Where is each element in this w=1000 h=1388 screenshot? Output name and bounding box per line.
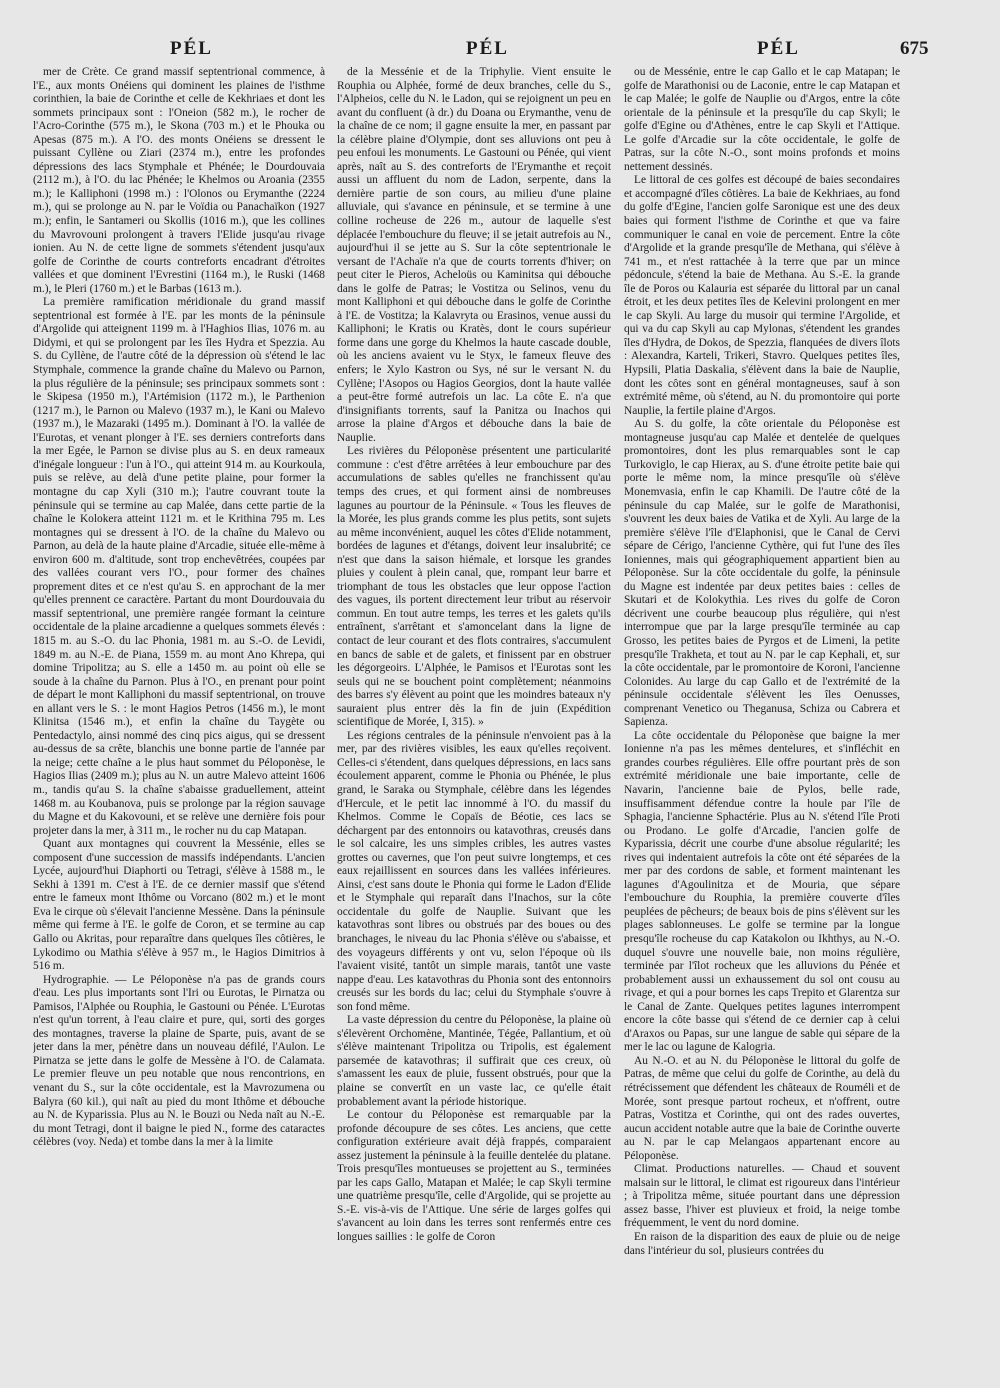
paragraph: La côte occidentale du Péloponèse que baigne la mer Ionienne n'a pas les mêmes dentelures, et s'infléchit en grandes courbes régulières. Elle offre pourtant près de son extrémité méridionale une baie importante, celle de Navarin, l'ancienne baie de Pylos, belle rade, insuffisamment défendue contre la houle par l'île de Sphagia, l'ancienne Sphactérie. Plus au N. s'étend l'île Proti ou Prodano. Le golfe d'Arcadie, l'ancien golfe de Kyparissia, décrit une courbe d'une absolue régularité; les rives qui indentaient autrefois la côte ont été séparées de la mer par des cordons de sable, et forment maintenant les lagunes d'Agoulinitza et de Mouria, que sépare l'embouchure du Rouphia, la première couverte d'îles peuplées de pêcheurs; de beaux bois de pins s'élèvent sur les plages sablonneuses. Le golfe se termine par la longue presqu'île rocheuse du cap Katakolon ou Ikhthys, au N.-O. duquel s'ouvre une nouvelle baie, non moins régulière, terminée par l'îlot rocheux que les alluvions du Pénée et probablement aussi un exhaussement du sol ont cousu au rivage, et qui a pour bornes les caps Trepito et Glarentza sur le Canal de Zante. Quelques petites lagunes interrompent encore la côte basse qui s'étend de ce dernier cap à celui d'Araxos ou Papas, sur une langue de sable qui sépare de la mer le lac ou lagune de Kalogria.: [624, 729, 900, 1054]
paragraph: Le contour du Péloponèse est remarquable par la profonde découpure de ses côtes. Les anciens, que cette configuration extérieure avait déjà frappés, comparaient assez justement la péninsule à la feuille dentelée du platane. Trois presqu'îles montueuses se projettent au S., terminées par les caps Gallo, Matapan et Malée; le cap Skyli termine une quatrième presqu'île, celle d'Argolide, qui se projette au S.-E. vis-à-vis de l'Attique. Une série de larges golfes qui s'avancent au loin dans les terres sont renfermés entre ces longues saillies : le golfe de Coron: [337, 1109, 611, 1244]
paragraph: Climat. Productions naturelles. — Chaud et souvent malsain sur le littoral, le climat est rigoureux dans l'intérieur ; à Tripolitza même, située pourtant dans une dépression assez basse, l'hiver est pluvieux et froid, la neige tombe fréquemment, le vent du nord domine.: [624, 1163, 900, 1230]
paragraph: En raison de la disparition des eaux de pluie ou de neige dans l'intérieur du sol, plusieurs contrées du: [624, 1231, 900, 1257]
paragraph: de la Messénie et de la Triphylie. Vient ensuite le Rouphia ou Alphée, formé de deux branches, celle du S., l'Alpheios, celle du N. le Ladon, qui se rejoignent un peu en avant du confluent (à dr.) du Doana ou Erymanthe, venu de la chaîne de ce nom; il gagne ensuite la mer, en passant par la célèbre plaine d'Olympie, dont ses alluvions ont peu à peu enfoui les monuments. Le Gastouni ou Pénée, qui vient après, naît au S. des contreforts de l'Erymanthe et reçoit aussi un affluent du nom de Ladon, serpente, dans la dernière partie de son cours, au milieu d'une plaine alluviale, qui s'avance en péninsule, et se termine à une colline rocheuse de 226 m., autour de laquelle s'est déplacée l'embouchure du fleuve; il se jetait autrefois au N., aujourd'hui il se jette au S. Sur la côte septentrionale le versant de l'Achaïe n'a que de courts torrents d'hiver; on peut citer le Pieros, Acheloüs ou Kaminitsa qui débouche dans le golfe de Patras; le Vostitza ou Selinos, venu du mont Kalliphoni et qui débouche dans le golfe de Corinthe à l'E. de Vostitza; la Kalavryta ou Erasinos, venue aussi du Kalliphoni; le Kratis ou Kratès, dont le cours supérieur forme dans une gorge du Khelmos la haute cascade double, où les anciens avaient vu le Styx, le fameux fleuve des enfers; le Xylo Kastron ou Sys, né sur le versant N. du Cyllène; l'Asopos ou Hagios Georgios, dont la haute vallée a peut-être formé autrefois un lac. La côte E. n'a que d'insignifiants torrents, sauf la Panitza ou Inachos qui arrose la plaine d'Argos et débouche dans la baie de Nauplie.: [337, 66, 611, 444]
running-head-center: PÉL: [466, 38, 509, 59]
paragraph: Le littoral de ces golfes est découpé de baies secondaires et accompagné d'îles côtières. La baie de Kekhriaes, au fond du golfe d'Egine, l'ancien golfe Saronique est une des deux baies qui forment l'isthme de Corinthe et que va faire communiquer le canal en voie de percement. Entre la côte d'Argolide et la grande presqu'île de Methana, qui s'élève à 741 m., et n'est rattachée à la terre que par un mince pédoncule, s'étend la baie de Methana. Au S.-E. la grande île de Poros ou Kalauria est séparée du littoral par un canal étroit, et les deux petites îles de Kelevini prolongent en mer le cap Skyli. Au large du musoir qui termine l'Argolide, et qui va du cap Skyli au cap Mylonas, s'étendent les grandes îles d'Hydra, de Dokos, de Spezzia, flanquées de divers îlots : Alexandra, Karteli, Trikeri, Stavro. Quelques petites îles, Hypsili, Platia Daskalia, s'élèvent dans la baie de Nauplie, dont les côtes sont en général montagneuses, sauf à son extrémité même, où s'étend, au N. du promontoire qui porte Nauplie, la fertile plaine d'Argos.: [624, 174, 900, 417]
text-column-3: [624, 66, 900, 1376]
paragraph: Quant aux montagnes qui couvrent la Messénie, elles se composent d'une succession de massifs indépendants. L'ancien Lycée, aujourd'hui Diaphorti ou Tetragi, s'élève à 1588 m., le Sekhi à 1391 m. C'est à l'E. de ce dernier massif que s'étend entre le fameux mont Ithôme ou Vorcano (802 m.) et le mont Eva le cirque où s'élevait l'ancienne Messène. Dans la péninsule même qui ferme à l'E. le golfe de Coron, et se termine au cap Gallo ou Akritas, pour reparaître dans quelques îles côtières, le Lykodimo ou Mathia s'élève à 957 m., le Hagios Dimitrios à 516 m.: [33, 838, 325, 973]
paragraph: Les rivières du Péloponèse présentent une particularité commune : c'est d'être arrêtées à leur embouchure par des accumulations de sables qu'elles ne franchissent qu'au temps des crues, et qui forment ainsi de nombreuses lagunes au pourtour de la Péninsule. « Tous les fleuves de la Morée, les plus grands comme les plus petits, sont sujets au même inconvénient, auquel les côtes d'Elide notamment, bordées de lagunes et d'étangs, doivent leur insalubrité; ce n'est que dans la saison hiémale, et lorsque les grandes pluies y coulent à plein canal, que, rompant leur barre et triomphant de tous les obstacles que leur oppose l'action des vagues, ils portent directement leur tribut au réservoir commun. En tout autre temps, les terres et les galets qu'ils entraînent, s'arrêtant et s'amoncelant dans la ligne de contact de leur courant et des flots contraires, s'accumulent en bancs de sable et de galets, et finissent par en obstruer les dégorgeoirs. L'Alphée, le Pamisos et l'Eurotas sont les seuls qui ne se bouchent point complètement; néanmoins des barres s'y élèvent au point que les moindres bateaux n'y sauraient plus entrer dès la fin de juin (Expédition scientifique de Morée, I, 315). »: [337, 445, 611, 729]
paragraph: Au N.-O. et au N. du Péloponèse le littoral du golfe de Patras, de même que celui du golfe de Corinthe, au delà du rétrécissement que défendent les châteaux de Rouméli et de Morée, sont presque partout rocheux, et n'offrent, outre Patras, Vostitza et Corinthe, qui ont des rades ouvertes, aucun accident notable autre que la baie de Corinthe ouverte au N. par le cap Melangaos appartenant encore au Péloponèse.: [624, 1054, 900, 1162]
running-head-left: PÉL: [170, 38, 213, 59]
text-column-2: [337, 66, 611, 1376]
paragraph: Au S. du golfe, la côte orientale du Péloponèse est montagneuse jusqu'au cap Malée et dentelée de quelques promontoires, dont les plus remarquables sont le cap Turkoviglo, le cap Hierax, au S. d'une étroite petite baie qui porte le même nom, la mince presqu'île où s'élève Monemvasia, enfin le cap Khamili. De l'autre côté de la péninsule du cap Malée, sur le golfe de Marathonisi, s'ouvrent les deux baies de Vatika et de Xyli. Au large de la première s'élève l'île d'Elaphonisi, que le Canal de Cervi sépare de Cérigo, l'ancienne Cythère, qui fut l'une des îles Ioniennes, mais qui géographiquement appartient bien au Péloponèse. Sur la côte occidentale du golfe, la péninsule du Magne est indentée par deux petites baies : celles de Skutari et de Kolokythia. Les rives du golfe de Coron décrivent une courbe beaucoup plus régulière, qui n'est interrompue que par la large presqu'île terminée au cap Grosso, les petites baies de Pyrgos et de Limeni, la petite presqu'île Trakheta, et tout au N. par le cap Kephali, et, sur la côte occidentale, par le promontoire de Koroni, l'ancienne Colonides. Au large du cap Gallo et de l'extrémité de la péninsule occidentale s'élèvent les îles Oenusses, comprenant Venetico ou Theganusa, Schiza ou Cabrera et Sapienza.: [624, 418, 900, 729]
paragraph: Hydrographie. — Le Péloponèse n'a pas de grands cours d'eau. Les plus importants sont l'Iri ou Eurotas, le Pirnatza ou Pamisos, l'Alphée ou Rouphia, le Gastouni ou Pénée. L'Eurotas n'est qu'un torrent, à l'eau claire et pure, qui, sorti des gorges des montagnes, traverse la plaine de Sparte, puis, avant de se jeter dans la mer, pénètre dans un nouveau défilé, l'Aulon. Le Pirnatza se jette dans le golfe de Messène à l'O. de Calamata. Le premier fleuve un peu notable que nous rencontrions, en venant du S., sur la côte occidentale, est la Mavrozumena ou Balyra (60 kil.), qui naît au pied du mont Ithôme et débouche au N. de Kyparissia. Plus au N. le Bouzi ou Neda naît au N.-E. du mont Tetragi, dont il baigne le pied N., forme des cataractes célèbres (voy. Neda) et tombe dans la mer à la limite: [33, 973, 325, 1149]
paragraph: La première ramification méridionale du grand massif septentrional est formée à l'E. par les monts de la péninsule d'Argolide qui atteignent 1199 m. à l'Haghios Ilias, 1076 m. au Didymi, et qui se prolongent par les îles Hydra et Spezzia. Au S. du Cyllène, de l'autre côté de la dépression où s'étend le lac Stymphale, commence la grande chaîne du Malevo ou Parnon, la plus régulière de la péninsule; ses principaux sommets sont : le Skipesa (1950 m.), l'Artémision (1172 m.), le Parthenion (1217 m.), le Parnon ou Malevo (1937 m.), le Kani ou Malevo (1937 m.), le Mazaraki (1495 m.). Dominant à l'O. la vallée de l'Eurotas, et venant plonger à l'E. ses derniers contreforts dans la mer Egée, le Parnon se divise plus au S. en deux rameaux d'inégale longueur : l'un à l'O., qui atteint 914 m. au Kourkoula, puis se relève, au delà d'une petite plaine, pour former la montagne du cap Xyli (310 m.); l'autre couvrant toute la péninsule qui se termine au cap Malée, dans cette partie de la chaîne le Kolokera atteint 1121 m. et le Krithina 795 m. Les montagnes qui se dressent à l'O. de la chaîne du Malevo ou Parnon, au delà de la haute plaine d'Arcadie, située elle-même à environ 600 m. d'altitude, sont trop enchevêtrées, coupées par des vallées courant vers l'O., pour former des chaînes proprement dites et ce n'est qu'au S. en approchant de la mer qu'elles prennent ce caractère. Partant du mont Dourdouvaia du massif septentrional, une première rangée formant la ceinture occidentale de la plaine arcadienne a quelques sommets élevés : 1815 m. au S.-O. du lac Phonia, 1981 m. au S.-O. de Levidi, 1849 m. au N.-E. de Piana, 1559 m. au mont Ano Khrepa, qui domine Tripolitza; au S. elle a 1450 m. au point où elle se soude à la chaîne du Parnon. Plus à l'O., en prenant pour point de départ le mont Kalliphoni du massif septentrional, on trouve en allant vers le S. : le mont Hagios Petros (1456 m.), le mont Klinitsa (1546 m.), et enfin la chaîne du Taygète ou Pentedactylo, ainsi nommé des cinq pics aigus, qui se dressent au-dessus de sa crête, blanchis une bonne partie de l'année par la neige; cette chaîne a le plus haut sommet du Péloponèse, le Hagios Ilias (2409 m.); plus au N. un autre Malevo atteint 1606 m., tandis qu'au S. la chaîne s'abaisse graduellement, atteint 1468 m. au Koubanova, puis se prolonge par la région sauvage du Magne et du Kakovouni, et se relève une dernière fois pour projeter dans la mer, à 311 m., le rocher nu du cap Matapan.: [33, 296, 325, 837]
text-column-1: [33, 66, 325, 1376]
paragraph: ou de Messénie, entre le cap Gallo et le cap Matapan; le golfe de Marathonisi ou de Laconie, entre le cap Matapan et le cap Malée; le golfe de Nauplie ou d'Argos, entre la côte orientale de la péninsule et la presqu'île du cap Skyli; le golfe d'Egine ou d'Athènes, entre le cap Skyli et l'Attique. Le golfe d'Arcadie sur la côte occidentale, le golfe de Patras, sur la côte N.-O., sont moins profonds et moins nettement dessinés.: [624, 66, 900, 173]
paragraph: La vaste dépression du centre du Péloponèse, la plaine où s'élevèrent Orchomène, Mantinée, Tégée, Pallantium, et où s'élève maintenant Tripolitza ou Tripolis, est également parsemée de katavothras; il suffirait que ces creux, où s'amassent les eaux de pluie, fussent obstrués, pour que la plaine se convertît en un vaste lac, ce qu'elle était probablement avant la période historique.: [337, 1014, 611, 1108]
paragraph: mer de Crète. Ce grand massif septentrional commence, à l'E., aux monts Onéiens qui dominent les plaines de l'isthme corinthien, la baie de Corinthe et celle de Kekhriaes et dont les sommets principaux sont : l'Oneion (582 m.), le rocher de l'Acro-Corinthe (575 m.), le Skona (703 m.) et le Phouka ou Apesas (875 m.). A l'O. des monts Onéiens se dressent le puissant Cyllène ou Ziari (2374 m.), entre les profondes dépressions des lacs Stymphale et Phénée; le Dourdouvaia (2112 m.), à l'O. du lac Phénée; le Khelmos ou Aroania (2355 m.); le Kalliphoni (1998 m.) : l'Olonos ou Erymanthe (2224 m.), qui se prolonge au N. par le Voïdia ou Panachaïkon (1927 m.); enfin, le Santameri ou Skollis (1016 m.), que les collines du Mavrovouni prolongent à travers l'Elide jusqu'au rivage ionien. Au N. de cette ligne de sommets s'étendent jusqu'aux golfe de Corinthe de courts contreforts encadrant d'étroites vallées et que dominent l'Evrestini (1164 m.), le Ruski (1468 m.), le Pleri (1760 m.) et le Barbas (1613 m.).: [33, 66, 325, 295]
running-head-right: PÉL: [757, 38, 800, 59]
page-number: 675: [900, 38, 929, 59]
paragraph: Les régions centrales de la péninsule n'envoient pas à la mer, par des rivières visibles, les eaux qu'elles reçoivent. Celles-ci s'étendent, dans quelques dépressions, en lacs sans écoulement apparent, comme le Phonia ou Phénée, le plus grand, le Saraka ou Stymphale, célèbre dans les légendes d'Hercule, et le petit lac innommé à l'O. du massif du Khelmos. Comme le Copaïs de Béotie, ces lacs se déchargent par des entonnoirs ou katavothras, creusés dans le sol calcaire, les uns simples cribles, les autres vastes grottes ou cavernes, que l'on peut suivre longtemps, et ces eaux rejaillissent en sources dans les vallées inférieures. Ainsi, c'est sans doute le Phonia qui forme le Ladon d'Elide et le Stymphale qui reparaît dans l'Inachos, sur la côte occidentale du golfe de Nauplie. Suivant que les katavothras sont libres ou obstrués par des boues ou des branchages, le niveau du lac Phonia s'élève ou s'abaisse, et des voyageurs différents y ont vu, selon l'époque où ils l'avaient visité, tantôt un simple marais, tantôt une vaste nappe d'eau. Les katavothras du Phonia sont des entonnoirs creusés sur les bords du lac; celui du Stymphale s'ouvre à son fond même.: [337, 729, 611, 1013]
